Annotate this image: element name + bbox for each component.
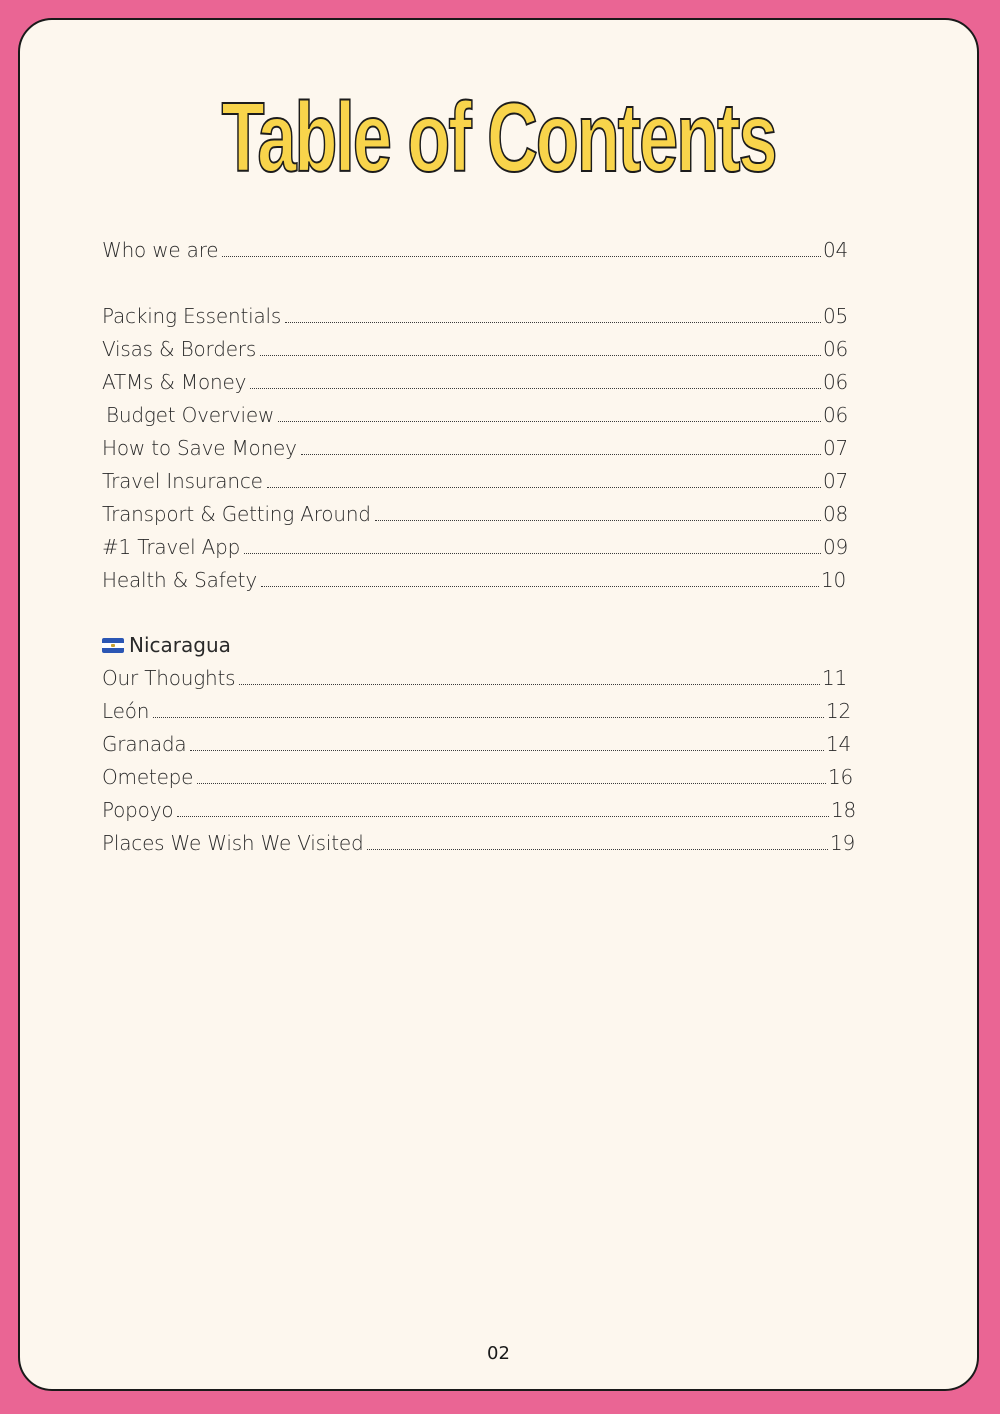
toc-entry-label: Our Thoughts — [102, 666, 236, 690]
toc-entry-page: 08 — [822, 502, 848, 526]
toc-entry-label: Granada — [102, 732, 187, 756]
toc-entry-label: How to Save Money — [102, 436, 297, 460]
toc-entry-label: #1 Travel App — [102, 535, 241, 559]
toc-entry-our-thoughts[interactable] — [102, 664, 847, 692]
toc-entry-page: 07 — [822, 469, 848, 493]
toc-entry-page: 06 — [822, 370, 848, 394]
dot-leader — [250, 388, 821, 389]
toc-entry-label: Places We Wish We Visited — [102, 831, 364, 855]
toc-entry-travel-app[interactable] — [102, 533, 848, 561]
toc-entry-label: Who we are — [102, 238, 219, 262]
country-heading — [102, 631, 231, 659]
toc-entry-ometepe[interactable] — [102, 763, 853, 791]
dot-leader — [153, 717, 824, 718]
toc-entry-places-we-wish[interactable] — [102, 829, 855, 857]
page-card — [18, 18, 979, 1391]
dot-leader — [260, 355, 821, 356]
toc-entry-page: 18 — [830, 798, 856, 822]
toc-entry-page: 12 — [825, 699, 851, 723]
toc-entry-transport[interactable] — [102, 500, 848, 528]
toc-entry-budget-overview[interactable] — [106, 401, 848, 429]
toc-entry-label: Packing Essentials — [102, 304, 282, 328]
toc-entry-label: Health & Safety — [102, 568, 257, 592]
toc-entry-visas-borders[interactable] — [102, 335, 848, 363]
dot-leader — [375, 520, 821, 521]
toc-entry-label: Visas & Borders — [102, 337, 257, 361]
toc-entry-label: Travel Insurance — [102, 469, 263, 493]
dot-leader — [239, 684, 820, 685]
toc-entry-who-we-are[interactable] — [102, 236, 848, 264]
page-title: Table of Contents — [221, 82, 776, 192]
toc-entry-label: Budget Overview — [106, 403, 275, 427]
nicaragua-flag-icon — [102, 638, 124, 653]
dot-leader — [177, 816, 829, 817]
toc-entry-page: 07 — [822, 436, 848, 460]
toc-entry-granada[interactable] — [102, 730, 851, 758]
page-number: 02 — [487, 1343, 510, 1364]
toc-entry-atms-money[interactable] — [102, 368, 848, 396]
toc-entry-how-to-save-money[interactable] — [102, 434, 848, 462]
dot-leader — [367, 849, 827, 850]
toc-entry-label: Popoyo — [102, 798, 174, 822]
dot-leader — [285, 322, 821, 323]
dot-leader — [261, 586, 819, 587]
dot-leader — [301, 454, 821, 455]
toc-entry-popoyo[interactable] — [102, 796, 856, 824]
toc-entry-label: Transport & Getting Around — [102, 502, 371, 526]
toc-entry-page: 06 — [822, 337, 848, 361]
dot-leader — [222, 256, 821, 257]
table-of-contents — [20, 20, 977, 1389]
toc-entry-label: León — [102, 699, 150, 723]
toc-entry-page: 16 — [827, 765, 853, 789]
dot-leader — [197, 783, 826, 784]
dot-leader — [244, 553, 821, 554]
toc-entry-page: 06 — [822, 403, 848, 427]
toc-entry-packing-essentials[interactable] — [102, 302, 848, 330]
toc-entry-page: 19 — [829, 831, 855, 855]
toc-entry-page: 05 — [822, 304, 848, 328]
toc-entry-travel-insurance[interactable] — [102, 467, 848, 495]
toc-entry-page: 04 — [822, 238, 848, 262]
toc-entry-page: 10 — [820, 568, 846, 592]
dot-leader — [278, 421, 821, 422]
toc-entry-label: ATMs & Money — [102, 370, 247, 394]
toc-entry-page: 09 — [822, 535, 848, 559]
country-name: Nicaragua — [129, 633, 231, 657]
dot-leader — [267, 487, 821, 488]
toc-entry-page: 11 — [821, 666, 847, 690]
toc-entry-health-safety[interactable] — [102, 566, 846, 594]
toc-entry-label: Ometepe — [102, 765, 194, 789]
toc-entry-page: 14 — [825, 732, 851, 756]
toc-entry-leon[interactable] — [102, 697, 851, 725]
dot-leader — [190, 750, 823, 751]
